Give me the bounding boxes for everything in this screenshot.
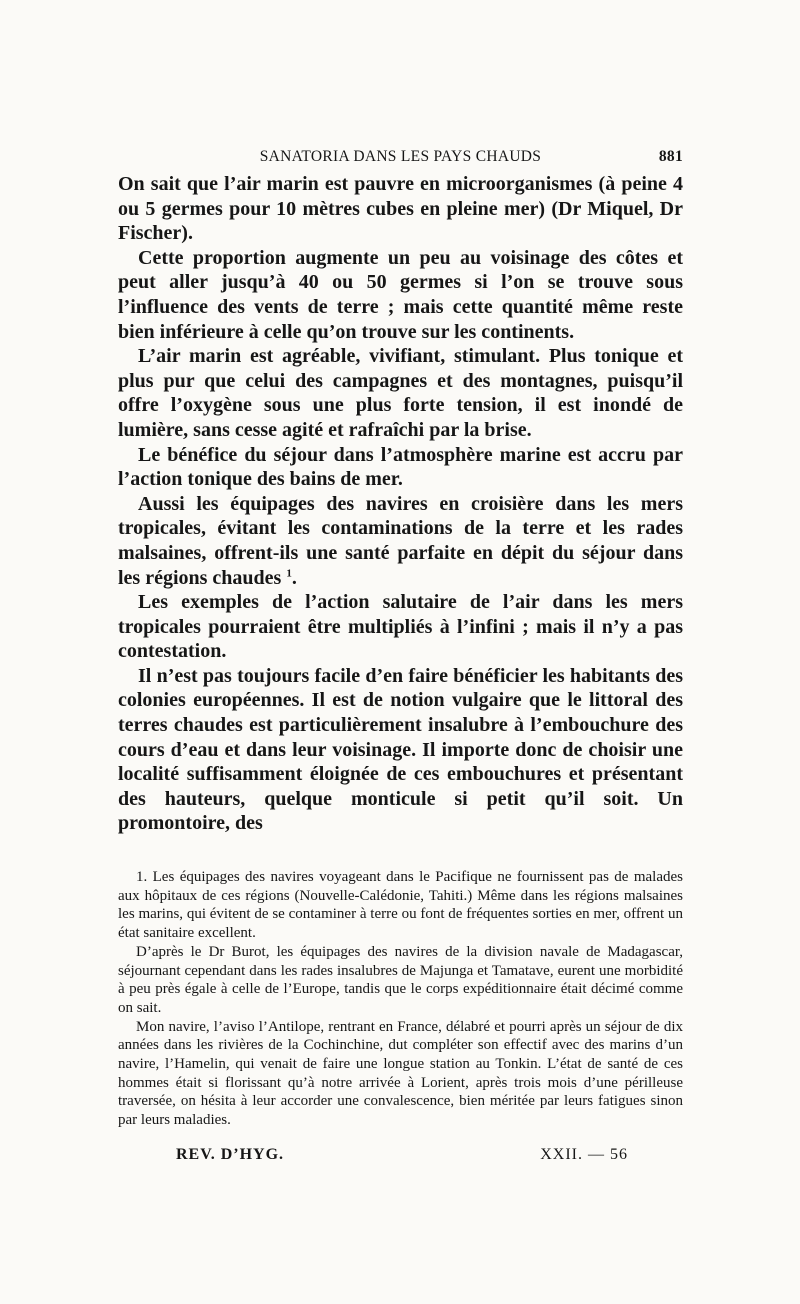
page-number: 881 <box>658 148 683 165</box>
paragraph-5-text: Aussi les équipages des navires en croisière dans les mers tropicales, évitant les contaminations de la terre et les rades malsaines, offrent-ils une santé parfaite en dépit du séjour dans les régions chaudes <box>118 492 683 589</box>
paragraph-3: L’air marin est agréable, vivifiant, stimulant. Plus tonique et plus pur que celui des campagnes et des montagnes, puisqu’il offre l’oxygène sous une plus forte tension, il est inondé de lumière, sans cesse agité et rafraîchi par la brise. <box>118 345 683 441</box>
journal-abbrev: REV. D’HYG. <box>176 1146 285 1163</box>
body-text <box>118 172 683 836</box>
footnotes <box>118 868 683 1130</box>
paragraph-5: Aussi les équipages des navires en croisière dans les mers tropicales, évitant les contaminations de la terre et les rades malsaines, offrent-ils une santé parfaite en dépit du séjour dans les régions chaudes $^1$. <box>118 492 683 589</box>
paragraph-6: Les exemples de l’action salutaire de l’air dans les mers tropicales pourraient être multipliés à l’infini ; mais il n’y a pas contestation. <box>118 591 683 663</box>
running-title: SANATORIA DANS LES PAYS CHAUDS <box>259 148 542 165</box>
volume-sheet: XXII. — 56 <box>540 1146 628 1163</box>
paragraph-1: On sait que l’air marin est pauvre en microorganismes (à peine 4 ou 5 germes pour 10 mètres cubes en pleine mer) (Dr Miquel, Dr Fischer). <box>118 173 683 245</box>
footnote-1-cont-b: Mon navire, l’aviso l’Antilope, rentrant en France, délabré et pourri après un séjour de dix années dans les rivières de la Cochinchine, dut compléter son effectif avec des marins d’un navire, l’Hamelin, qui venait de faire une longue station au Tonkin. L’état de santé de ces hommes était si florissant qu’à notre arrivée à Lorient, après trois mois d’une périlleuse traversée, on hésita à leur accorder une convalescence, bien méritée par leurs fatigues sinon par leurs maladies. <box>118 1018 683 1129</box>
paragraph-4: Le bénéfice du séjour dans l’atmosphère marine est accru par l’action tonique des bains de mer. <box>118 443 683 491</box>
paragraph-2: Cette proportion augmente un peu au voisinage des côtes et peut aller jusqu’à 40 ou 50 germes si l’on se trouve sous l’influence des vents de terre ; mais cette quantité même reste bien inférieure à celle qu’on trouve sur les continents. <box>118 246 683 343</box>
footnote-1-cont-a: D’après le Dr Burot, les équipages des navires de la division navale de Madagascar, séjournant cependant dans les rades insalubres de Majunga et Tamatave, eurent une morbidité à peu près égale à celle de l’Europe, tandis que le corps expéditionnaire était décimé comme on sait. <box>118 943 683 1016</box>
footnote-1: 1. Les équipages des navires voyageant dans le Pacifique ne fournissent pas de malades aux hôpitaux de ces régions (Nouvelle-Calédonie, Tahiti.) Même dans les régions malsaines les marins, qui évitent de se contaminer à terre ou font de fréquentes sorties en mer, offrent un état sanitaire excellent. <box>118 869 683 942</box>
footnote-ref: 1 <box>286 566 292 579</box>
paragraph-7: Il n’est pas toujours facile d’en faire bénéficier les habitants des colonies européennes. Il est de notion vulgaire que le littoral des terres chaudes est particulièrement insalubre à l’embouchure des cours d’eau et dans leur voisinage. Il importe donc de choisir une localité suffisamment éloignée de ces embouchures et présentant des hauteurs, quelque monticule si petit qu’il soit. Un promontoire, des <box>118 664 683 835</box>
